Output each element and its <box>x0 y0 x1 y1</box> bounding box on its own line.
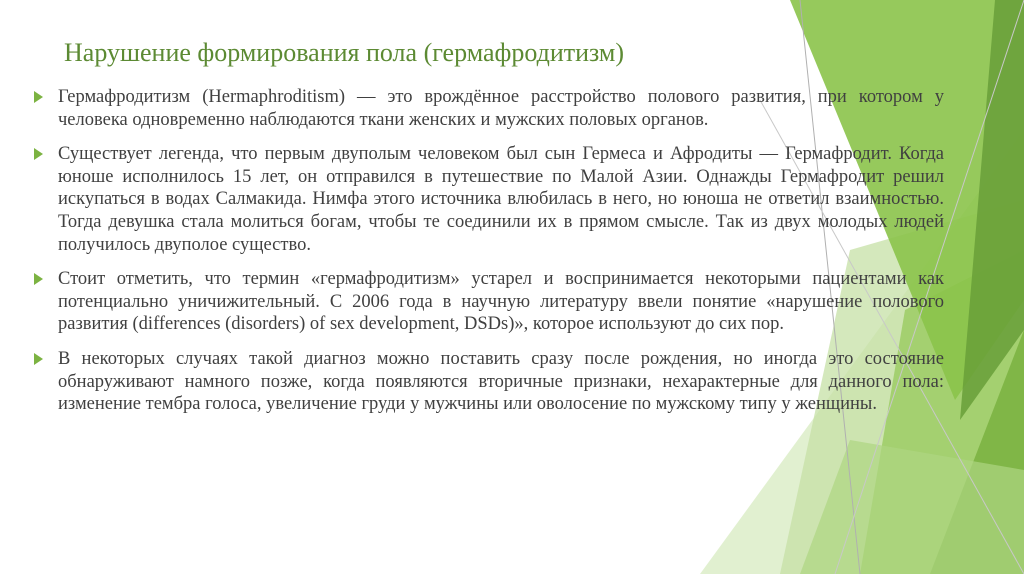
triangle-bullet-icon <box>34 273 43 285</box>
list-item-text: Стоит отметить, что термин «гермафродитизм» устарел и воспринимается некоторыми пациентами как потенциально уничижительный. С 2006 года в научную литературу ввели понятие «нарушение полового развития (differences (disorders) of sex development, DSDs)», которое используют до сих пор. <box>58 269 944 335</box>
slide-title: Нарушение формирования пола (гермафродитизм) <box>64 38 625 67</box>
list-item <box>34 268 944 336</box>
list-item-text: В некоторых случаях такой диагноз можно поставить сразу после рождения, но иногда это состояние обнаруживают намного позже, когда появляются вторичные признаки, нехарактерные для данного пола: изменение тембра голоса, увеличение груди у мужчины или оволосение по мужскому типу у женщины. <box>58 348 944 415</box>
list-item <box>34 143 944 256</box>
triangle-bullet-icon <box>34 353 43 365</box>
triangle-bullet-icon <box>34 148 43 160</box>
triangle-bullet-icon <box>34 91 43 103</box>
list-item-text: Гермафродитизм (Hermaphroditism) — это врождённое расстройство полового развития, при котором у человека одновременно наблюдаются ткани женских и мужских половых органов. <box>58 87 944 130</box>
list-item <box>34 86 944 131</box>
list-item <box>34 348 944 416</box>
bullet-list <box>34 86 944 428</box>
list-item-text: Существует легенда, что первым двуполым человеком был сын Гермеса и Афродиты — Гермафродит. Когда юноше исполнилось 15 лет, он отправился в путешествие по Малой Азии. Однажды Гермафродит решил искупаться в водах Салмакида. Нимфа этого источника влюбилась в него, но юноша не ответил взаимностью. Тогда девушка стала молиться богам, чтобы те соединили их в прямом смысле. Так из двух молодых людей получилось двуполое существо. <box>58 144 944 255</box>
